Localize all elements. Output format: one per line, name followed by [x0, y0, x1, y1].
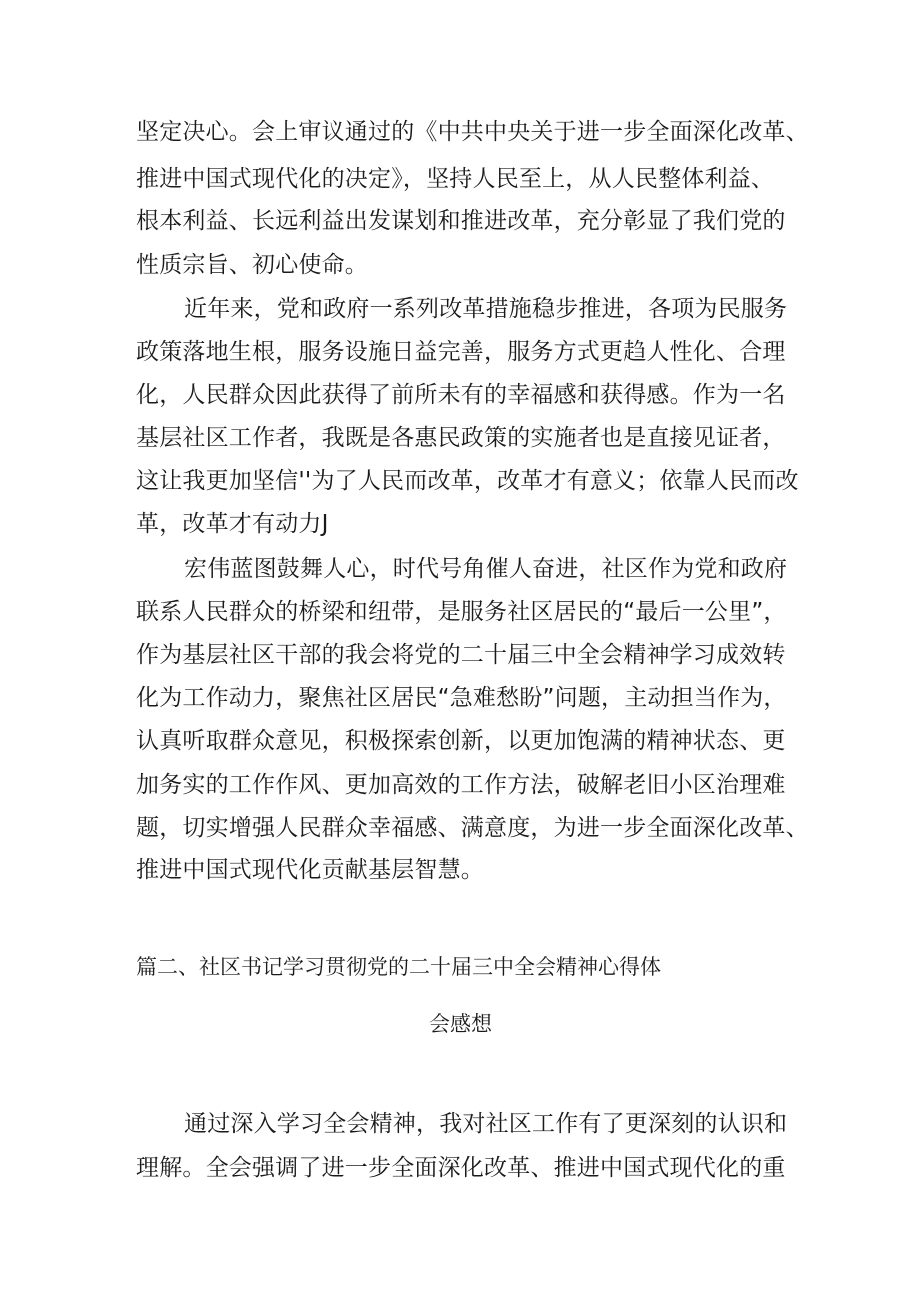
paragraph-line: 推进中国式现代化的决定》，坚持人民至上，从人民整体利益、: [136, 166, 775, 192]
paragraph-line: 近年来，党和政府一系列改革措施稳步推进，各项为民服务: [184, 296, 788, 322]
paragraph-line: 理解。全会强调了进一步全面深化改革、推进中国式现代化的重: [136, 1155, 786, 1181]
paragraph-line: 根本利益、长远利益出发谋划和推进改革，充分彰显了我们党的: [136, 208, 786, 234]
section-heading-line-2: 会感想: [429, 1012, 492, 1036]
paragraph-line: 这让我更加坚信''为了人民而改革，改革才有意义；依靠人民而改: [136, 468, 799, 494]
section-heading-line-1: 篇二、社区书记学习贯彻党的二十届三中全会精神心得体: [136, 955, 661, 979]
paragraph-line: 认真听取群众意见，积极探索创新，以更加饱满的精神状态、更: [136, 728, 786, 754]
paragraph-line: 通过深入学习全会精神，我对社区工作有了更深刻的认识和: [184, 1111, 788, 1137]
paragraph-line: 革，改革才有动力J: [136, 511, 329, 537]
paragraph-line: 政策落地生根，服务设施日益完善，服务方式更趋人性化、合理: [136, 339, 786, 365]
paragraph-line: 性质宗旨、初心使命。: [136, 252, 368, 278]
paragraph-line: 基层社区工作者，我既是各惠民政策的实施者也是直接见证者，: [136, 425, 786, 451]
paragraph-line: 联系人民群众的桥梁和纽带，是服务社区居民的“最后一公里”，: [136, 599, 787, 625]
paragraph-line: 作为基层社区干部的我会将党的二十届三中全会精神学习成效转: [136, 642, 786, 668]
paragraph-line: 宏伟蓝图鼓舞人心，时代号角催人奋进，社区作为党和政府: [184, 556, 788, 582]
paragraph-line: 题，切实增强人民群众幸福感、满意度，为进一步全面深化改革、: [136, 815, 809, 841]
paragraph-line: 加务实的工作作风、更加高效的工作方法，破解老旧小区治理难: [136, 772, 786, 798]
paragraph-line: 化为工作动力，聚焦社区居民“急难愁盼”问题，主动担当作为，: [136, 685, 787, 711]
paragraph-line: 坚定决心。会上审议通过的《中共中央关于进一步全面深化改革、: [136, 119, 809, 145]
paragraph-line: 化，人民群众因此获得了前所未有的幸福感和获得感。作为一名: [136, 382, 786, 408]
paragraph-line: 推进中国式现代化贡献基层智慧。: [136, 857, 484, 883]
